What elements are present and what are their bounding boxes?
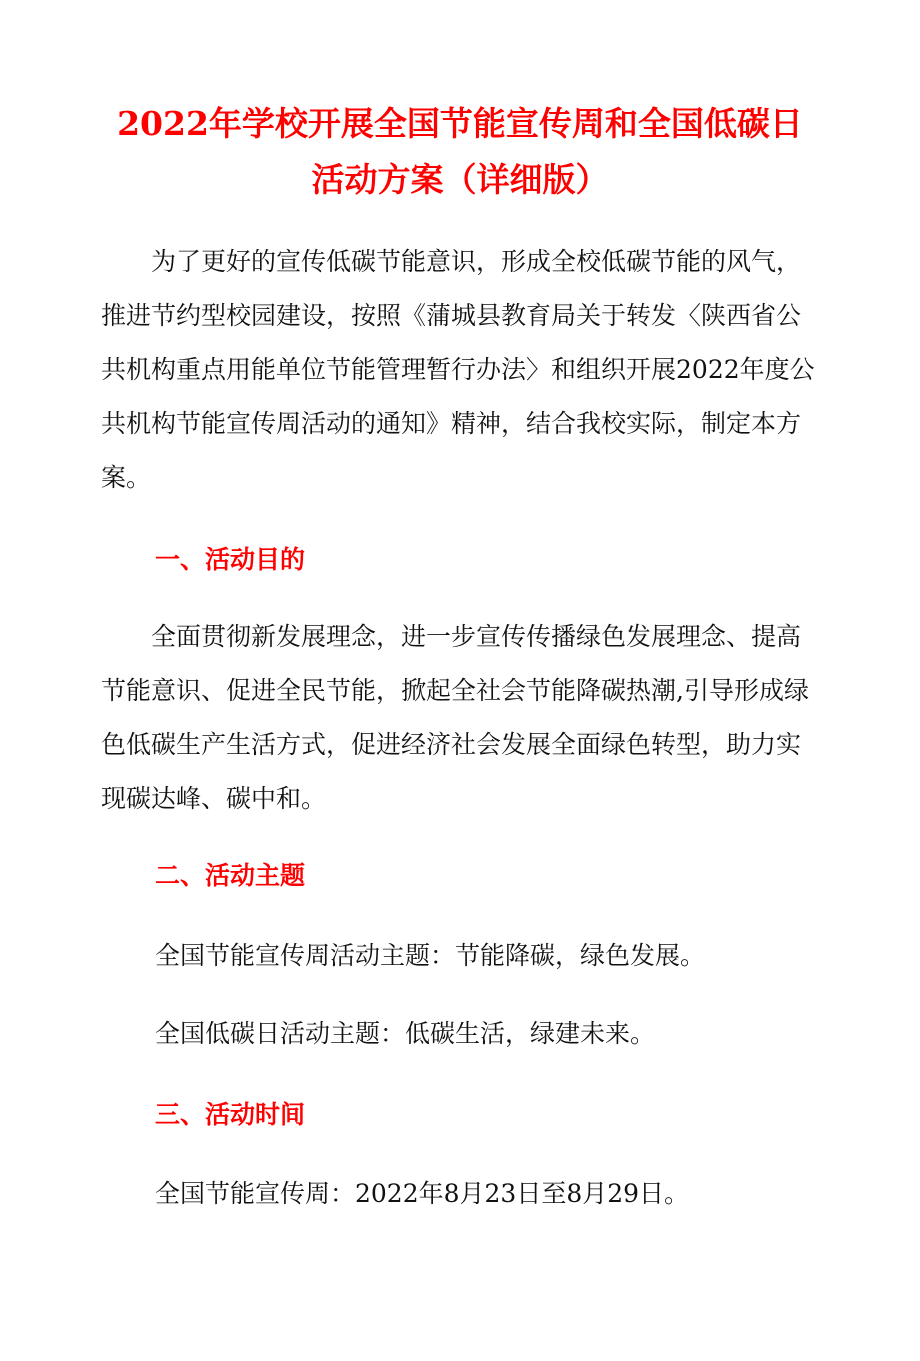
low-carbon-day-theme: 全国低碳日活动主题：低碳生活，绿建未来。 [155, 1019, 656, 1048]
document-title-line-1: 2022年学校开展全国节能宣传周和全国低碳日 [117, 104, 803, 143]
section-heading-time: 三、活动时间 [155, 1100, 306, 1129]
intro-paragraph: 为了更好的宣传低碳节能意识，形成全校低碳节能的风气，推进节约型校园建设，按照《蒲城县教育局关于转发〈陕西省公共机构重点用能单位节能管理暂行办法〉和组织开展2022年度公共机构节能宣传周活动的通知》精神，结合我校实际，制定本方案。 [101, 247, 815, 492]
section-heading-theme: 二、活动主题 [155, 861, 306, 890]
energy-week-time: 全国节能宣传周：2022年8月23日至8月29日。 [155, 1179, 690, 1208]
section-heading-purpose: 一、活动目的 [155, 545, 306, 574]
section-purpose-paragraph: 全面贯彻新发展理念，进一步宣传传播绿色发展理念、提高节能意识、促进全民节能，掀起全社会节能降碳热潮,引导形成绿色低碳生产生活方式，促进经济社会发展全面绿色转型，助力实现碳达峰、碳中和。 [101, 622, 809, 813]
energy-week-theme: 全国节能宣传周活动主题：节能降碳，绿色发展。 [155, 941, 706, 970]
document-title-line-2: 活动方案（详细版） [311, 160, 609, 199]
